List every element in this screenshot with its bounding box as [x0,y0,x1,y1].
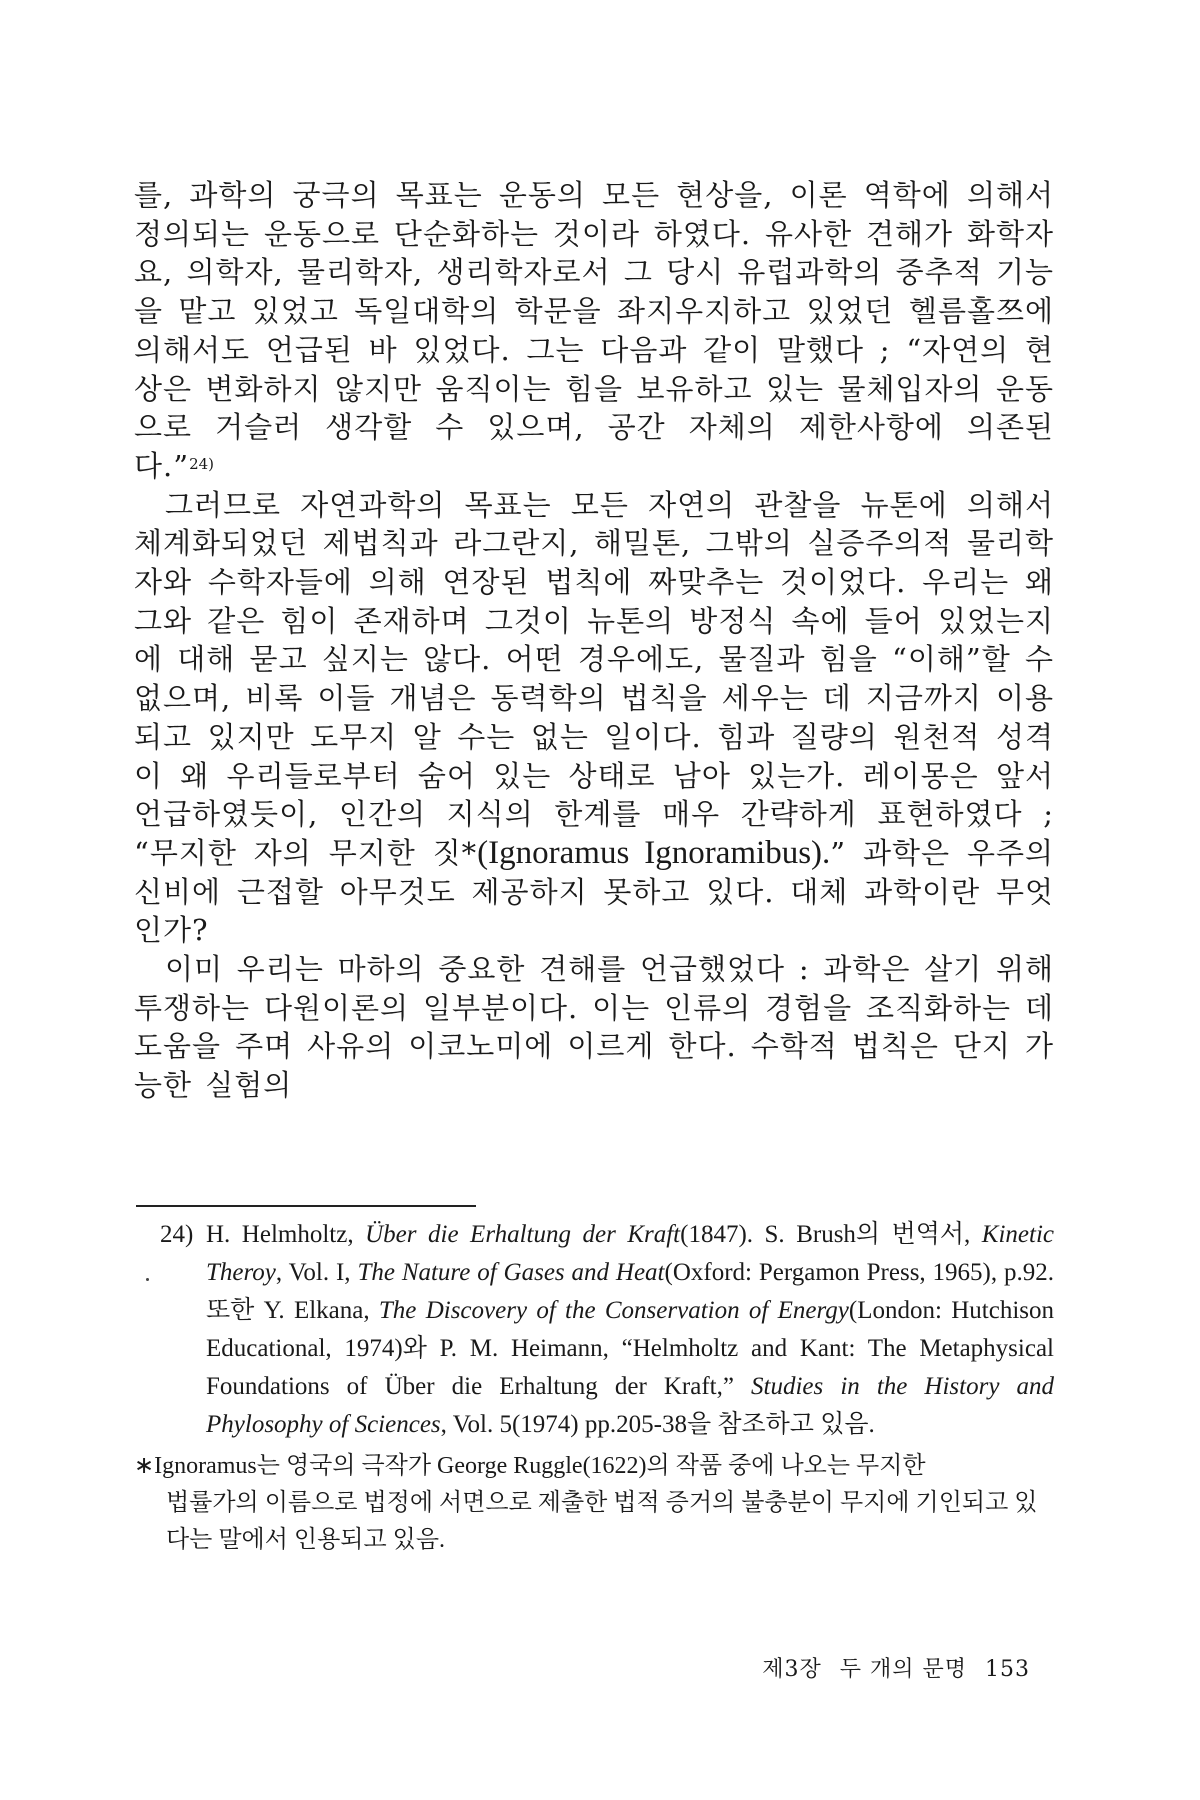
footnotes [134,1216,1054,1559]
body-text [134,176,1054,1105]
paragraph-2 [134,486,1054,950]
page-number: 153 [985,1657,1030,1682]
fn-part: (Oxford: Pergamon Press, 1965), p.92. 또한 Y. Elkana, [206,1259,1055,1324]
fn-title: The Discovery of the Conservation of Energy [378,1297,849,1324]
fn-part: , Vol. 5(1974) pp.205-38을 참조하고 있음. [440,1411,875,1438]
paragraph-3 [134,950,1054,1105]
footnote-24-text [206,1216,1054,1444]
footnote-ref-24: 24) [189,454,215,473]
fn-part: , Vol. I, [275,1259,358,1286]
page-footer [752,1652,1030,1683]
chapter-label: 제3장 [762,1657,822,1682]
fn-part: (London: Hutchison Educational, 1974)와 P. M. Heimann, “Helmholtz and Kant: The Metaphysical Foundations of Über die Erhaltung der Kraft,” [206,1297,1054,1400]
footnote-star-line-1: ∗Ignoramus는 영국의 극작가 George Ruggle(1622)의 작품 중에 나오는 무지한 [134,1453,926,1479]
fn-part: (1847). S. Brush의 번역서, [680,1221,982,1248]
fn-title: Über die Erhaltung der Kraft [365,1221,681,1248]
chapter-title: 두 개의 문명 [839,1657,967,1682]
footnote-number: 24) [160,1221,194,1248]
paragraph-1-text: 를, 과학의 궁극의 목표는 운동의 모든 현상을, 이론 역학에 의해서 정의되는 운동으로 단순화하는 것이라 하였다. 유사한 견해가 화학자요, 의학자, 물리학자, 생리학자로서 그 당시 유럽과학의 중추적 기능을 맡고 있었고 독일대학의 학문을 좌지우지하고 있었던 헬름홀쯔에 의해서도 언급된 바 있었다. 그는 다음과 같이 말했다 ; “자연의 현상은 변화하지 않지만 움직이는 힘을 보유하고 있는 물체입자의 운동으로 거슬러 생각할 수 있으며, 공간 자체의 제한사항에 의존된다.” [134,178,1054,483]
fn-title: The Nature of Gases and Heat [357,1259,665,1286]
fn-part: H. Helmholtz, [206,1221,366,1248]
footnote-24 [134,1216,1054,1444]
footnote-rule [136,1205,476,1207]
footnote-star [134,1448,1054,1559]
paragraph-3-text: 이미 우리는 마하의 중요한 견해를 언급했었다 : 과학은 살기 위해 투쟁하는 다원이론의 일부분이다. 이는 인류의 경험을 조직화하는 데 도움을 주며 사유의 이코노미에 이르게 한다. 수학적 법칙은 단지 가능한 실험의 [134,952,1054,1103]
paragraph-2-end: ” 과학은 우주의 신비에 근접할 아무것도 제공하지 못하고 있다. 대체 과학이란 무엇인가? [134,835,1054,948]
fn-title: Kinetic Theroy [206,1221,1055,1286]
footnote-star-line-2: 법률가의 이름으로 법정에 서면으로 제출한 법적 증거의 불충분이 무지에 기인되고 있다는 말에서 인용되고 있음. [166,1490,1038,1553]
fn-title: Studies in the History and Phylosophy of Sciences [206,1373,1054,1438]
latin-phrase: (Ignoramus Ignoramibus). [477,834,831,871]
paragraph-2-text: 그러므로 자연과학의 목표는 모든 자연의 관찰을 뉴톤에 의해서 체계화되었던 제법칙과 라그란지, 해밀톤, 그밖의 실증주의적 물리학자와 수학자들에 의해 연장된 법칙에 짜맞추는 것이었다. 우리는 왜 그와 같은 힘이 존재하며 그것이 뉴톤의 방정식 속에 들어 있었는지에 대해 묻고 싶지는 않다. 어떤 경우에도, 물질과 힘을 “이해”할 수 없으며, 비록 이들 개념은 동력학의 법칙을 세우는 데 지금까지 이용되고 있지만 도무지 알 수는 없는 일이다. 힘과 질량의 원천적 성격이 왜 우리들로부터 숨어 있는 상태로 남아 있는가. 레이몽은 앞서 언급하였듯이, 인간의 지식의 한계를 매우 간략하게 표현하였다 ; “무지한 자의 무지한 짓* [134,487,1054,870]
paragraph-1 [134,176,1054,486]
